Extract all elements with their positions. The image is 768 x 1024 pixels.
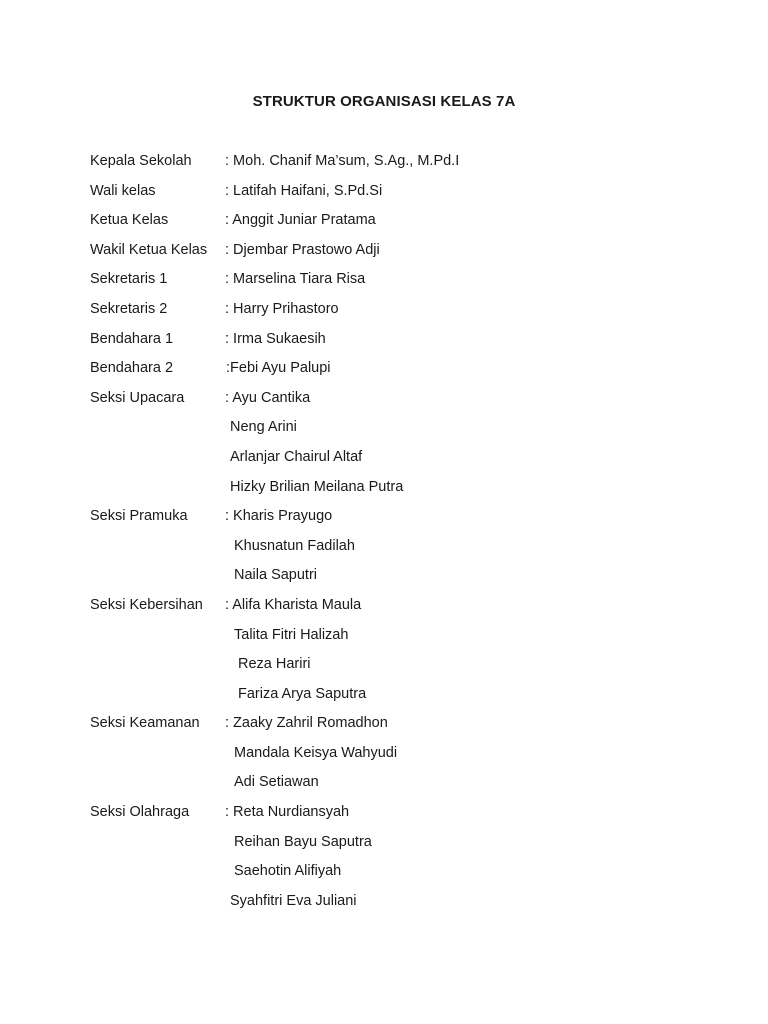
member-name: Neng Arini bbox=[230, 419, 297, 436]
member-name: Khusnatun Fadilah bbox=[234, 537, 355, 554]
role-label: Seksi Olahraga bbox=[90, 804, 190, 821]
org-row bbox=[90, 181, 690, 211]
org-row bbox=[90, 536, 690, 566]
role-label: Sekretaris 1 bbox=[90, 271, 168, 288]
org-row bbox=[90, 388, 690, 418]
org-row bbox=[90, 802, 690, 832]
org-row bbox=[90, 151, 690, 181]
member-name: Reihan Bayu Saputra bbox=[234, 833, 372, 850]
member-name: Talita Fitri Halizah bbox=[234, 626, 349, 643]
org-row bbox=[90, 240, 690, 270]
org-row bbox=[90, 477, 690, 507]
org-row bbox=[90, 625, 690, 655]
member-name: : Alifa Kharista Maula bbox=[225, 596, 362, 613]
role-label: Seksi Kebersihan bbox=[90, 596, 203, 613]
org-row bbox=[90, 210, 690, 240]
member-name: : Djembar Prastowo Adji bbox=[225, 241, 380, 258]
member-name: : Reta Nurdiansyah bbox=[225, 804, 350, 821]
org-row bbox=[90, 713, 690, 743]
member-name: : Anggit Juniar Pratama bbox=[225, 212, 376, 229]
org-row bbox=[90, 743, 690, 773]
role-label: Sekretaris 2 bbox=[90, 300, 168, 317]
member-name: Fariza Arya Saputra bbox=[238, 685, 367, 702]
role-label: Ketua Kelas bbox=[90, 212, 169, 229]
member-name: Naila Saputri bbox=[234, 567, 318, 584]
role-label: Seksi Upacara bbox=[90, 389, 185, 406]
member-name: : Zaaky Zahril Romadhon bbox=[225, 715, 388, 732]
member-name: : Irma Sukaesih bbox=[225, 330, 326, 347]
role-label: Bendahara 1 bbox=[90, 330, 174, 347]
org-row bbox=[90, 595, 690, 625]
org-row bbox=[90, 772, 690, 802]
org-row bbox=[90, 861, 690, 891]
role-label: Seksi Keamanan bbox=[90, 715, 200, 732]
org-row bbox=[90, 269, 690, 299]
document-title: STRUKTUR ORGANISASI KELAS 7A bbox=[252, 93, 516, 110]
org-row bbox=[90, 299, 690, 329]
org-row bbox=[90, 565, 690, 595]
org-row bbox=[90, 832, 690, 862]
org-row bbox=[90, 654, 690, 684]
role-label: Kepala Sekolah bbox=[90, 153, 192, 169]
member-name: :Febi Ayu Palupi bbox=[226, 360, 331, 377]
member-name: Hizky Brilian Meilana Putra bbox=[230, 478, 404, 495]
org-row bbox=[90, 684, 690, 714]
role-label: Wakil Ketua Kelas bbox=[90, 241, 208, 258]
org-row bbox=[90, 506, 690, 536]
member-name: : Ayu Cantika bbox=[225, 389, 311, 406]
member-name: : Harry Prihastoro bbox=[225, 300, 339, 317]
org-row bbox=[90, 417, 690, 447]
role-label: Seksi Pramuka bbox=[90, 508, 188, 525]
org-row bbox=[90, 358, 690, 388]
member-name: Mandala Keisya Wahyudi bbox=[234, 744, 398, 761]
org-row bbox=[90, 329, 690, 359]
member-name: Reza Hariri bbox=[238, 656, 311, 673]
member-name: Arlanjar Chairul Altaf bbox=[230, 448, 363, 465]
member-name: : Moh. Chanif Ma’sum, S.Ag., M.Pd.I bbox=[225, 153, 460, 169]
role-label: Wali kelas bbox=[90, 182, 156, 199]
member-name: Adi Setiawan bbox=[234, 774, 319, 791]
org-row bbox=[90, 447, 690, 477]
member-name: : Marselina Tiara Risa bbox=[225, 271, 366, 288]
org-row bbox=[90, 891, 690, 921]
member-name: Syahfitri Eva Juliani bbox=[230, 892, 357, 909]
role-label: Bendahara 2 bbox=[90, 360, 174, 377]
member-name: : Kharis Prayugo bbox=[225, 508, 333, 525]
member-name: Saehotin Alifiyah bbox=[234, 863, 342, 880]
organization-list bbox=[90, 151, 690, 920]
member-name: : Latifah Haifani, S.Pd.Si bbox=[225, 182, 383, 199]
